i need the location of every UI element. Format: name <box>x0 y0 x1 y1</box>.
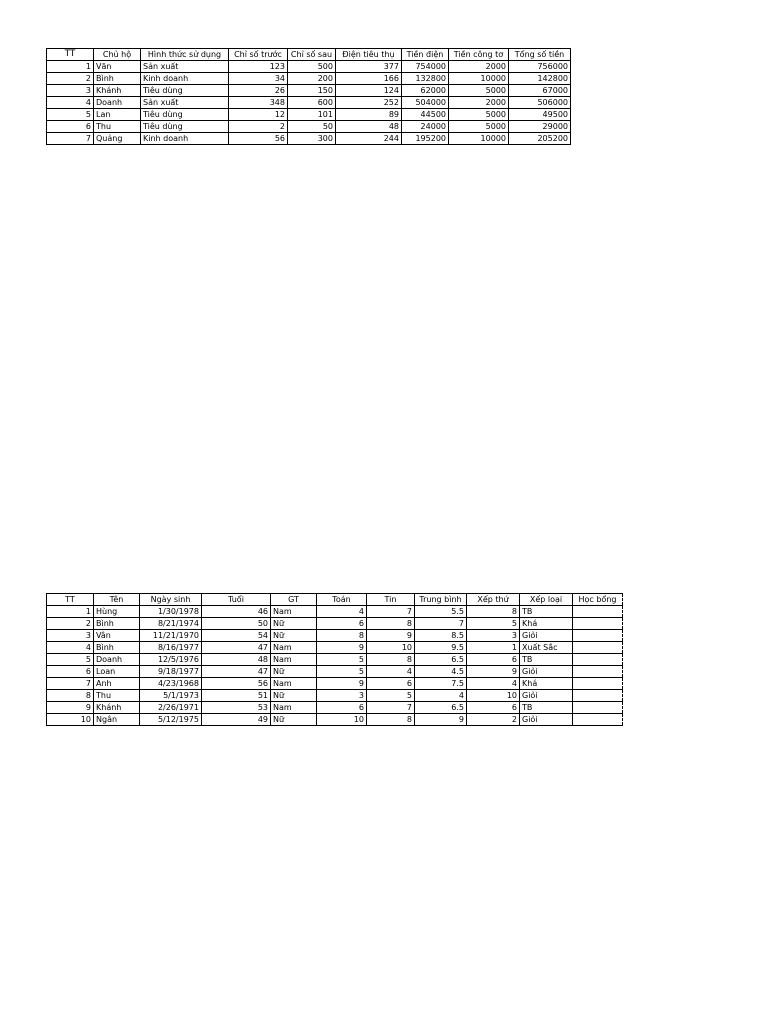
table-cell[interactable]: 4/23/1968 <box>140 678 202 690</box>
table-cell[interactable]: 9 <box>467 666 520 678</box>
table-cell[interactable]: 56 <box>229 133 288 145</box>
table-cell[interactable]: 47 <box>202 642 271 654</box>
table-row <box>47 109 571 121</box>
table-cell[interactable]: 348 <box>229 97 288 109</box>
table-cell[interactable]: Khá <box>520 678 573 690</box>
table-cell[interactable]: 8 <box>367 618 415 630</box>
table-cell[interactable]: 5/12/1975 <box>140 714 202 726</box>
table-row <box>47 61 571 73</box>
table-cell[interactable]: 7.5 <box>415 678 467 690</box>
table-cell[interactable]: 5000 <box>449 121 509 133</box>
table-cell[interactable]: Tiêu dùng <box>141 85 229 97</box>
table-cell[interactable]: Khá <box>520 618 573 630</box>
table-cell[interactable]: 5000 <box>449 109 509 121</box>
table-cell[interactable]: 9/18/1977 <box>140 666 202 678</box>
table-cell[interactable]: 2/26/1971 <box>140 702 202 714</box>
table-cell[interactable]: 123 <box>229 61 288 73</box>
table-cell[interactable]: 49500 <box>509 109 571 121</box>
table-cell[interactable]: Thu <box>94 690 140 702</box>
table-cell[interactable]: 195200 <box>402 133 449 145</box>
table-cell[interactable]: 3 <box>47 85 94 97</box>
table-cell[interactable]: 1/30/1978 <box>140 606 202 618</box>
table-cell[interactable]: Sản xuất <box>141 61 229 73</box>
column-header: Tuổi <box>202 594 271 606</box>
table-cell[interactable]: 8 <box>467 606 520 618</box>
table-cell[interactable] <box>573 690 623 702</box>
table-cell[interactable]: 600 <box>288 97 336 109</box>
table-cell[interactable]: 754000 <box>402 61 449 73</box>
table-cell[interactable]: 7 <box>367 606 415 618</box>
table-cell[interactable]: 6 <box>47 666 94 678</box>
table-cell[interactable] <box>573 714 623 726</box>
table-cell[interactable] <box>573 642 623 654</box>
table-cell[interactable]: 1 <box>47 61 94 73</box>
table-cell[interactable]: 5 <box>317 666 367 678</box>
table-cell[interactable]: 7 <box>47 678 94 690</box>
table-cell[interactable]: 4 <box>367 666 415 678</box>
table-row <box>47 690 623 702</box>
column-header: Hình thức sử dụng <box>141 49 229 61</box>
column-header: Tên <box>94 594 140 606</box>
table-cell[interactable]: Doanh <box>94 654 140 666</box>
table-row <box>47 702 623 714</box>
table-cell[interactable]: Bình <box>94 642 140 654</box>
table-cell[interactable]: 7 <box>367 702 415 714</box>
table-row <box>47 654 623 666</box>
table-cell[interactable]: 6.5 <box>415 702 467 714</box>
table-cell[interactable]: 56 <box>202 678 271 690</box>
table-row <box>47 73 571 85</box>
table-cell[interactable]: Kinh doanh <box>141 133 229 145</box>
table-cell[interactable]: 89 <box>336 109 402 121</box>
table-cell[interactable]: 150 <box>288 85 336 97</box>
table-cell[interactable]: 34 <box>229 73 288 85</box>
table-cell[interactable]: Thu <box>94 121 141 133</box>
table-row <box>47 678 623 690</box>
table-cell[interactable]: Giỏi <box>520 714 573 726</box>
column-header: Ngày sinh <box>140 594 202 606</box>
column-header: Tổng số tiền <box>509 49 571 61</box>
table-cell[interactable]: 500 <box>288 61 336 73</box>
table-cell[interactable]: 3 <box>467 630 520 642</box>
table-cell[interactable]: 300 <box>288 133 336 145</box>
table-cell[interactable]: 3 <box>317 690 367 702</box>
table-cell[interactable]: 67000 <box>509 85 571 97</box>
table-cell[interactable]: 4.5 <box>415 666 467 678</box>
table-cell[interactable]: 377 <box>336 61 402 73</box>
column-header: Xếp thứ <box>467 594 520 606</box>
table-cell[interactable]: Khánh <box>94 85 141 97</box>
table-cell[interactable]: 6 <box>317 618 367 630</box>
table-cell[interactable]: Anh <box>94 678 140 690</box>
table-cell[interactable]: 2 <box>229 121 288 133</box>
table-cell[interactable]: 132800 <box>402 73 449 85</box>
table-cell[interactable]: 9 <box>317 678 367 690</box>
column-header: Xếp loại <box>520 594 573 606</box>
table-cell[interactable]: 4 <box>415 690 467 702</box>
table-cell[interactable] <box>573 606 623 618</box>
table-cell[interactable]: 10000 <box>449 73 509 85</box>
table-cell[interactable]: Giỏi <box>520 690 573 702</box>
table-cell[interactable]: 8.5 <box>415 630 467 642</box>
table-cell[interactable]: 5.5 <box>415 606 467 618</box>
table-cell[interactable]: 62000 <box>402 85 449 97</box>
table-cell[interactable]: 504000 <box>402 97 449 109</box>
table-cell[interactable]: 53 <box>202 702 271 714</box>
table-cell[interactable]: 9 <box>367 630 415 642</box>
table-cell[interactable]: 6 <box>317 702 367 714</box>
table-cell[interactable]: Nam <box>271 678 317 690</box>
table-row <box>47 666 623 678</box>
table-cell[interactable]: 4 <box>47 97 94 109</box>
column-header: GT <box>271 594 317 606</box>
column-header: Điện tiêu thụ <box>336 49 402 61</box>
table-cell[interactable]: Nam <box>271 654 317 666</box>
table-row <box>47 85 571 97</box>
table-cell[interactable]: 8/16/1977 <box>140 642 202 654</box>
table-cell[interactable] <box>573 678 623 690</box>
table-cell[interactable]: 12/5/1976 <box>140 654 202 666</box>
table-header-row <box>47 49 571 61</box>
table-cell[interactable]: Nữ <box>271 630 317 642</box>
table-cell[interactable]: 244 <box>336 133 402 145</box>
table-row <box>47 606 623 618</box>
column-header: Tiền công tơ <box>449 49 509 61</box>
table-cell[interactable]: 2000 <box>449 97 509 109</box>
table-cell[interactable]: 2 <box>47 73 94 85</box>
table-cell[interactable]: Nữ <box>271 618 317 630</box>
table-cell[interactable]: Nữ <box>271 666 317 678</box>
table-cell[interactable]: 2000 <box>449 61 509 73</box>
table-cell[interactable]: 6 <box>467 702 520 714</box>
table-cell[interactable] <box>573 702 623 714</box>
table-cell[interactable]: 506000 <box>509 97 571 109</box>
table-cell[interactable]: 49 <box>202 714 271 726</box>
table-cell[interactable]: 48 <box>202 654 271 666</box>
table-cell[interactable]: Nữ <box>271 714 317 726</box>
column-header: Toán <box>317 594 367 606</box>
table-cell[interactable]: 7 <box>415 618 467 630</box>
table-cell[interactable]: Văn <box>94 61 141 73</box>
column-header: Chỉ số sau <box>288 49 336 61</box>
table-cell[interactable]: 1 <box>47 606 94 618</box>
table-cell[interactable]: 5000 <box>449 85 509 97</box>
table-cell[interactable]: Bình <box>94 73 141 85</box>
table-cell[interactable]: 6 <box>47 121 94 133</box>
table-cell[interactable]: 9 <box>47 702 94 714</box>
table-cell[interactable]: Lan <box>94 109 141 121</box>
table-cell[interactable]: 5 <box>47 654 94 666</box>
table-cell[interactable]: Nữ <box>271 690 317 702</box>
table-cell[interactable]: 252 <box>336 97 402 109</box>
table-cell[interactable]: 24000 <box>402 121 449 133</box>
column-header: Chỉ số trước <box>229 49 288 61</box>
table-cell[interactable] <box>573 618 623 630</box>
table-cell[interactable] <box>573 654 623 666</box>
column-header: TT <box>47 49 94 61</box>
table-cell[interactable]: 11/21/1970 <box>140 630 202 642</box>
table-cell[interactable]: 6.5 <box>415 654 467 666</box>
column-header: TT <box>47 594 94 606</box>
table-cell[interactable]: 5 <box>367 690 415 702</box>
table-cell[interactable]: 2 <box>467 714 520 726</box>
table-cell[interactable]: Tiêu dùng <box>141 121 229 133</box>
table-cell[interactable]: 8 <box>317 630 367 642</box>
table-cell[interactable]: 51 <box>202 690 271 702</box>
table-cell[interactable]: Loan <box>94 666 140 678</box>
table-cell[interactable]: 48 <box>336 121 402 133</box>
table-cell[interactable]: 205200 <box>509 133 571 145</box>
table-row <box>47 714 623 726</box>
table-row <box>47 618 623 630</box>
column-header: Trung bình <box>415 594 467 606</box>
table-cell[interactable]: Xuất Sắc <box>520 642 573 654</box>
column-header: Tin <box>367 594 415 606</box>
column-header: Chủ hộ <box>94 49 141 61</box>
table-cell[interactable] <box>573 666 623 678</box>
table-cell[interactable]: 50 <box>288 121 336 133</box>
table-cell[interactable]: 9.5 <box>415 642 467 654</box>
table-cell[interactable]: Khánh <box>94 702 140 714</box>
table-cell[interactable]: 10 <box>317 714 367 726</box>
table-cell[interactable]: Giỏi <box>520 666 573 678</box>
table-cell[interactable]: 1 <box>467 642 520 654</box>
table-cell[interactable]: TB <box>520 654 573 666</box>
table-cell[interactable]: 10000 <box>449 133 509 145</box>
table-cell[interactable]: 44500 <box>402 109 449 121</box>
table-cell[interactable]: 50 <box>202 618 271 630</box>
table-header-row <box>47 594 623 606</box>
table-cell[interactable]: 200 <box>288 73 336 85</box>
table-cell[interactable]: TB <box>520 702 573 714</box>
table-cell[interactable]: 7 <box>47 133 94 145</box>
table-cell[interactable]: 10 <box>47 714 94 726</box>
table-cell[interactable]: Hùng <box>94 606 140 618</box>
table-row <box>47 630 623 642</box>
table-cell[interactable]: 10 <box>367 642 415 654</box>
table-cell[interactable]: 8/21/1974 <box>140 618 202 630</box>
table-cell[interactable]: 47 <box>202 666 271 678</box>
table-cell[interactable]: 5 <box>47 109 94 121</box>
student-grades-table <box>46 593 623 726</box>
table-cell[interactable]: Kinh doanh <box>141 73 229 85</box>
table-cell[interactable]: 4 <box>467 678 520 690</box>
electricity-bill-table <box>46 48 571 145</box>
table-cell[interactable]: 29000 <box>509 121 571 133</box>
table-cell[interactable]: Sản xuất <box>141 97 229 109</box>
table-cell[interactable]: 12 <box>229 109 288 121</box>
column-header: Học bổng <box>573 594 623 606</box>
table-cell[interactable]: Nam <box>271 702 317 714</box>
table-cell[interactable]: Tiêu dùng <box>141 109 229 121</box>
table-cell[interactable]: Doanh <box>94 97 141 109</box>
table-cell[interactable]: TB <box>520 606 573 618</box>
table-cell[interactable]: 166 <box>336 73 402 85</box>
table-row <box>47 642 623 654</box>
table-cell[interactable]: 8 <box>367 654 415 666</box>
table-cell[interactable]: 6 <box>367 678 415 690</box>
table-cell[interactable]: 9 <box>317 642 367 654</box>
table-cell[interactable]: 10 <box>467 690 520 702</box>
table-cell[interactable]: 4 <box>317 606 367 618</box>
table-cell[interactable]: Nam <box>271 606 317 618</box>
table-cell[interactable]: 8 <box>367 714 415 726</box>
table-cell[interactable]: 5 <box>467 618 520 630</box>
table-cell[interactable]: Ngân <box>94 714 140 726</box>
table-cell[interactable]: 9 <box>415 714 467 726</box>
table-cell[interactable]: Quảng <box>94 133 141 145</box>
table-cell[interactable]: 101 <box>288 109 336 121</box>
table-cell[interactable]: 26 <box>229 85 288 97</box>
table-cell[interactable]: 6 <box>467 654 520 666</box>
table-cell[interactable]: 142800 <box>509 73 571 85</box>
table-cell[interactable]: 124 <box>336 85 402 97</box>
table-cell[interactable]: Bình <box>94 618 140 630</box>
table-cell[interactable]: 756000 <box>509 61 571 73</box>
table-cell[interactable]: 8 <box>47 690 94 702</box>
table-cell[interactable]: Vân <box>94 630 140 642</box>
table-cell[interactable]: 2 <box>47 618 94 630</box>
table-cell[interactable]: Nam <box>271 642 317 654</box>
table-cell[interactable]: 5/1/1973 <box>140 690 202 702</box>
table-cell[interactable]: 3 <box>47 630 94 642</box>
table-row <box>47 133 571 145</box>
table-row <box>47 121 571 133</box>
table-cell[interactable]: 54 <box>202 630 271 642</box>
table-cell[interactable] <box>573 630 623 642</box>
table-cell[interactable]: 5 <box>317 654 367 666</box>
column-header: Tiền điện <box>402 49 449 61</box>
table-cell[interactable]: Giỏi <box>520 630 573 642</box>
table-row <box>47 97 571 109</box>
table-cell[interactable]: 4 <box>47 642 94 654</box>
table-cell[interactable]: 46 <box>202 606 271 618</box>
